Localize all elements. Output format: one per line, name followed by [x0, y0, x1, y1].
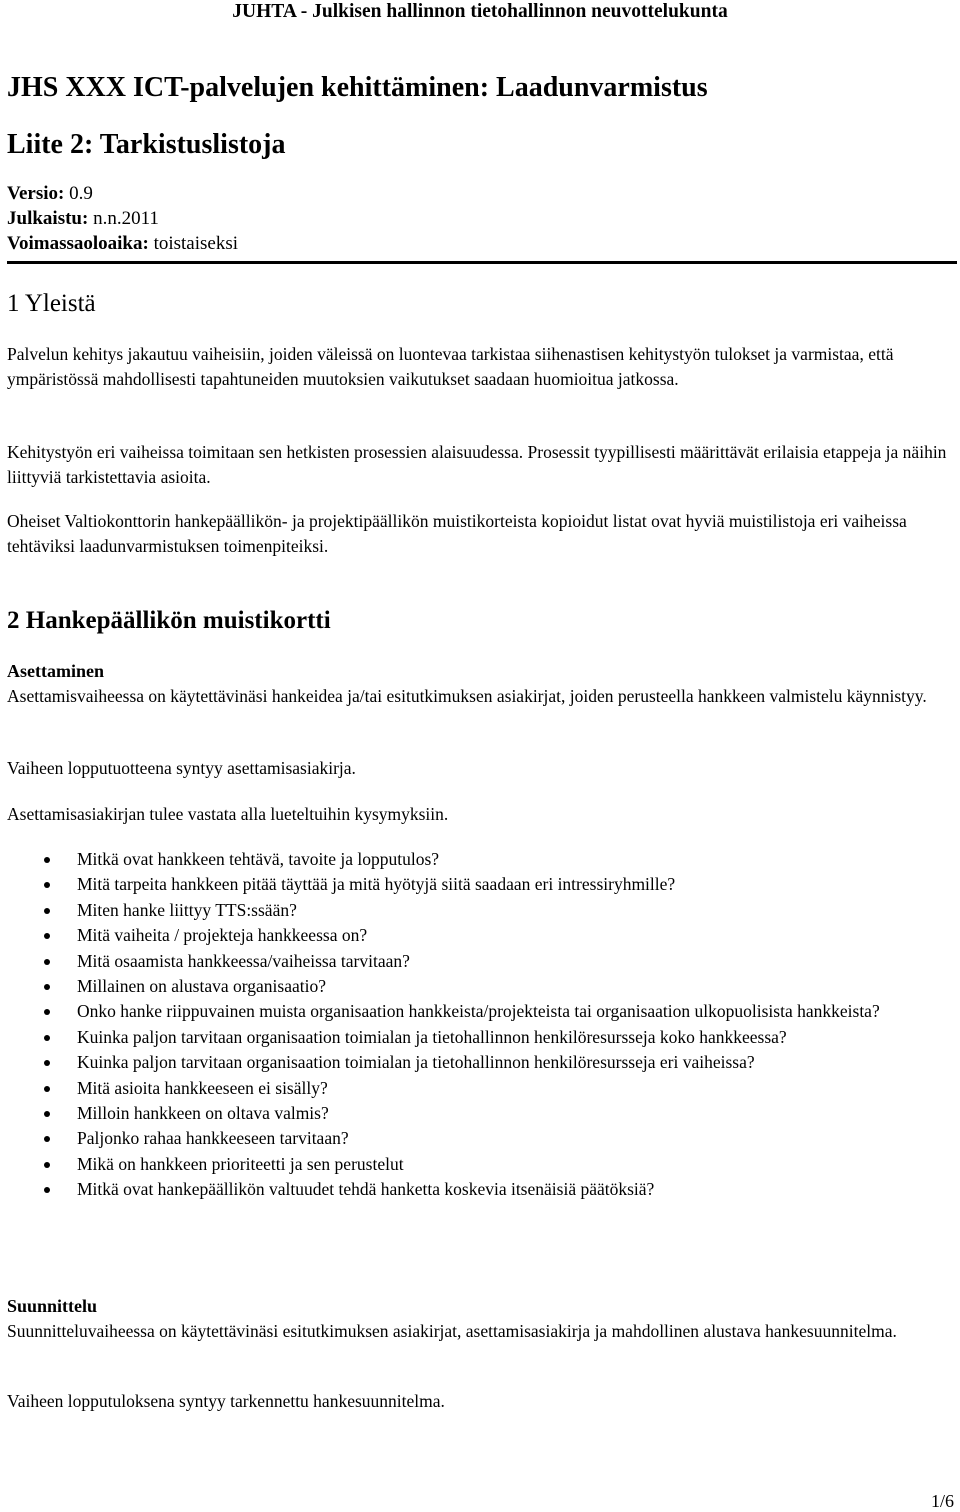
version-value: 0.9 [64, 183, 93, 204]
header-divider [7, 261, 957, 264]
list-item: Kuinka paljon tarvitaan organisaation toimialan ja tietohallinnon henkilöresursseja koko hankkeessa? [0, 1025, 950, 1050]
suunnittelu-paragraph: Vaiheen lopputuloksena syntyy tarkennettu hankesuunnitelma. [7, 1391, 445, 1411]
section-1-paragraph: Kehitystyön eri vaiheissa toimitaan sen hetkisten prosessien alaisuudessa. Prosessit tyypillisesti määrittävät erilaisia etappeja ja näihin liittyviä tarkistettavia asioita. [7, 442, 947, 487]
published-value: n.n.2011 [88, 208, 159, 229]
document-title: JHS XXX ICT-palvelujen kehittäminen: Laadunvarmistus [7, 72, 708, 103]
list-item: Paljonko rahaa hankkeeseen tarvitaan? [0, 1126, 950, 1151]
asettaminen-question-list [0, 847, 950, 1203]
version-label: Versio: [7, 183, 65, 204]
validity-label: Voimassaoloaika: [7, 233, 149, 254]
section-1-heading: 1 Yleistä [7, 290, 96, 317]
suunnittelu-paragraph: Suunnitteluvaiheessa on käytettävinäsi esitutkimuksen asiakirjat, asettamisasiakirja ja mahdollinen alustava hankesuunnitelma. [7, 1321, 897, 1341]
page-number: 1/6 [930, 1491, 954, 1511]
list-item: Milloin hankkeen on oltava valmis? [0, 1101, 950, 1126]
section-2-heading: 2 Hankepäällikön muistikortti [7, 607, 331, 634]
list-item: Miten hanke liittyy TTS:ssään? [0, 898, 950, 923]
list-item: Mikä on hankkeen prioriteetti ja sen perustelut [0, 1152, 950, 1177]
validity-row [7, 231, 238, 256]
list-item: Mitkä ovat hankkeen tehtävä, tavoite ja lopputulos? [0, 847, 950, 872]
document-metadata [7, 181, 238, 256]
validity-value: toistaiseksi [148, 233, 239, 254]
section-1-paragraph: Palvelun kehitys jakautuu vaiheisiin, joiden väleissä on luontevaa tarkistaa siihenastisen kehitystyön tulokset ja varmistaa, että ympäristössä mahdollisesti tapahtuneiden muutoksien vaikutukset saadaan huomioitua jatkossa. [7, 344, 894, 389]
asettaminen-paragraph: Asettamisvaiheessa on käytettävinäsi hankeidea ja/tai esitutkimuksen asiakirjat, joiden perusteella hankkeen valmistelu käynnistyy. [7, 686, 927, 706]
section-1-paragraph: Oheiset Valtiokonttorin hankepäällikön- ja projektipäällikön muistikorteista kopioidut listat ovat hyviä muistilistoja eri vaiheissa tehtäviksi laadunvarmistuksen toimenpiteiksi. [7, 511, 907, 556]
asettaminen-subheading: Asettaminen [7, 661, 104, 681]
appendix-title: Liite 2: Tarkistuslistoja [7, 129, 286, 160]
asettaminen-paragraph: Vaiheen lopputuotteena syntyy asettamisasiakirja. [7, 758, 356, 778]
list-item: Kuinka paljon tarvitaan organisaation toimialan ja tietohallinnon henkilöresursseja eri vaiheissa? [0, 1050, 950, 1075]
published-row [7, 206, 238, 231]
list-item: Onko hanke riippuvainen muista organisaation hankkeista/projekteista tai organisaation ulkopuolisista hankkeista? [0, 999, 950, 1024]
list-item: Mitä osaamista hankkeessa/vaiheissa tarvitaan? [0, 949, 950, 974]
list-item: Millainen on alustava organisaatio? [0, 974, 950, 999]
suunnittelu-subheading: Suunnittelu [7, 1296, 98, 1316]
version-row [7, 181, 238, 206]
asettaminen-paragraph: Asettamisasiakirjan tulee vastata alla lueteltuihin kysymyksiin. [7, 804, 449, 824]
list-item: Mitä asioita hankkeeseen ei sisälly? [0, 1076, 950, 1101]
list-item: Mitä tarpeita hankkeen pitää täyttää ja mitä hyötyjä siitä saadaan eri intressiryhmille? [0, 872, 950, 897]
list-item: Mitä vaiheita / projekteja hankkeessa on? [0, 923, 950, 948]
published-label: Julkaistu: [7, 208, 89, 229]
organization-header: JUHTA - Julkisen hallinnon tietohallinnon neuvottelukunta [232, 1, 728, 22]
list-item: Mitkä ovat hankepäällikön valtuudet tehdä hanketta koskevia itsenäisiä päätöksiä? [0, 1177, 950, 1202]
